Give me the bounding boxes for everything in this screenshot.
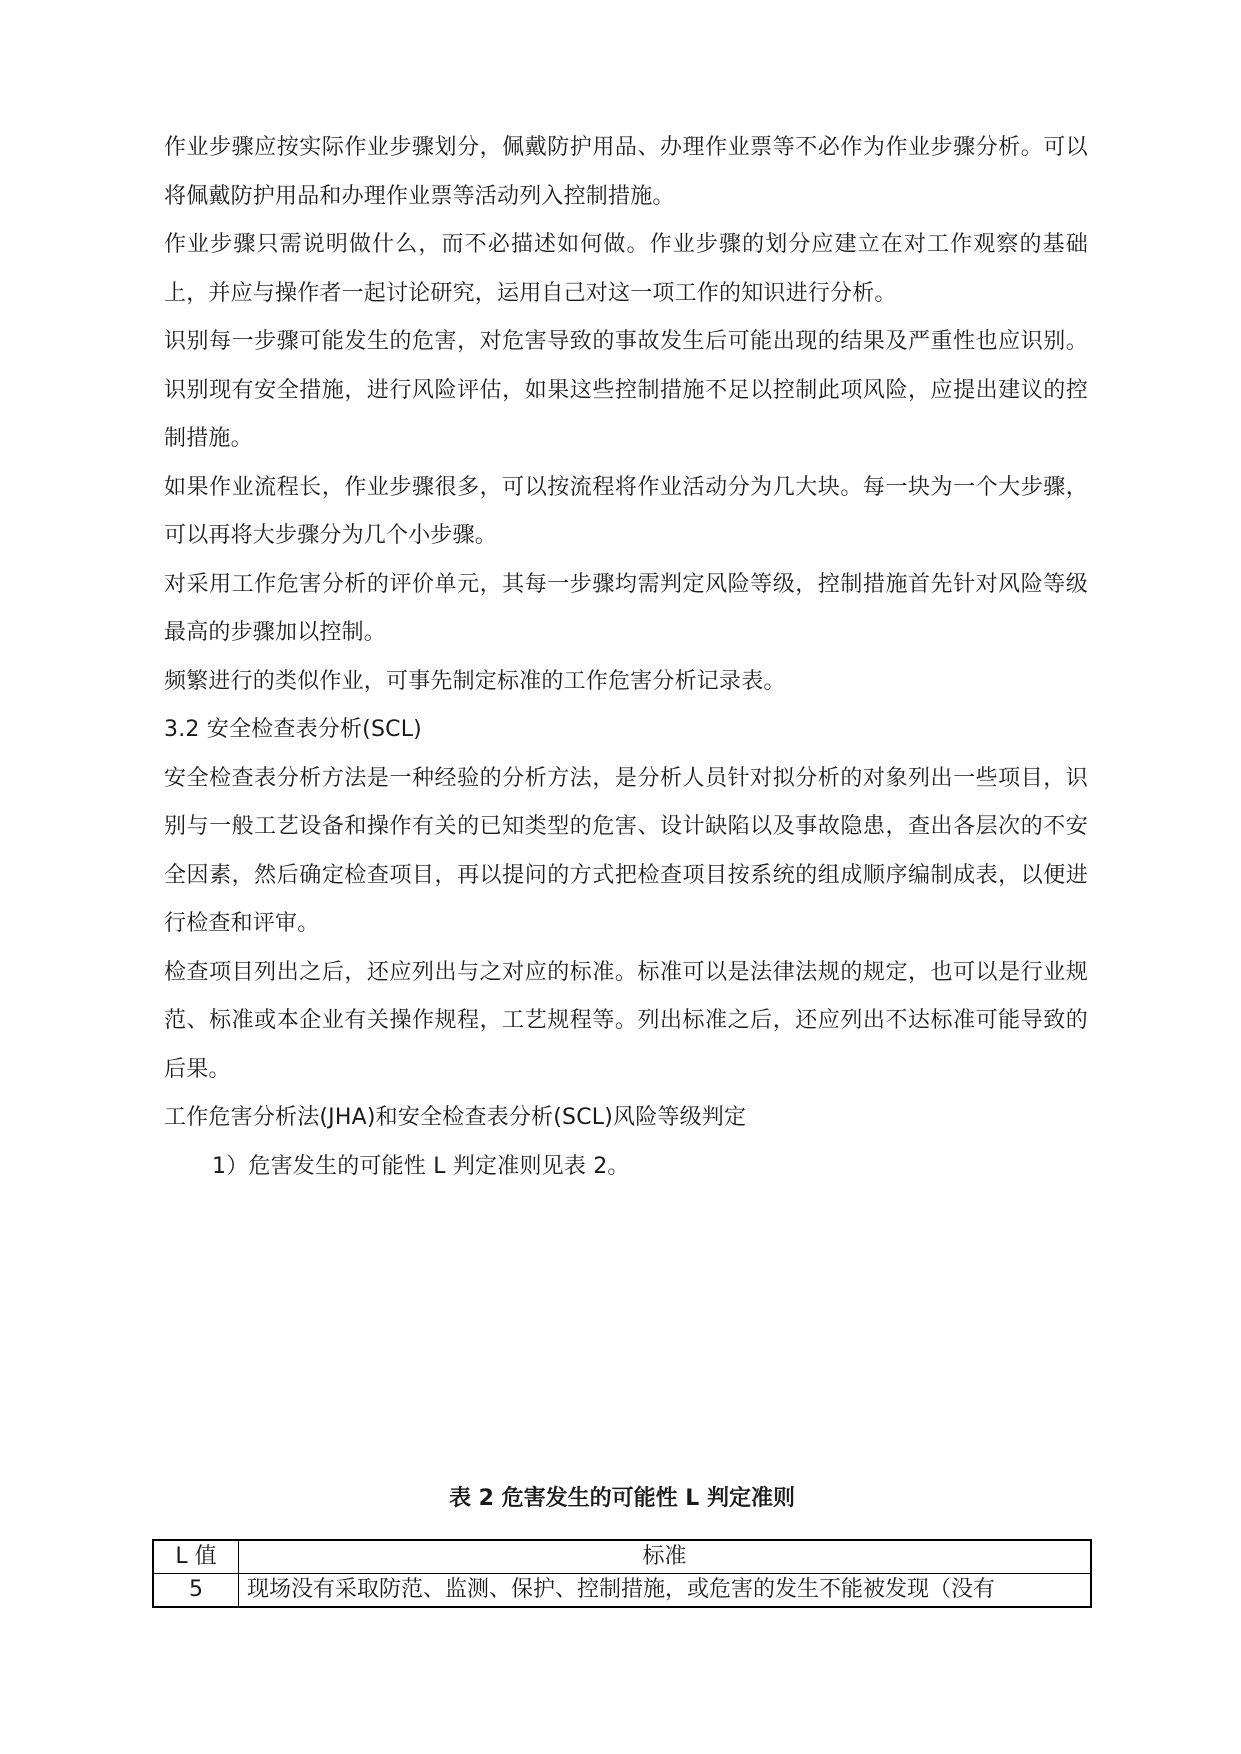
list-item-likelihood: 1）危害发生的可能性 L 判定准则见表 2。 bbox=[212, 1153, 630, 1179]
paragraph-scl-method: 安全检查表分析方法是一种经验的分析方法，是分析人员针对拟分析的对象列出一些项目，识别与一般工艺设备和操作有关的已知类型的危害、设计缺陷以及事故隐患，查出各层次的不安全因素，然后确定检查项目，再以提问的方式把检查项目按系统的组成顺序编制成表，以便进行检查和评审。 bbox=[164, 765, 1088, 936]
table-row bbox=[153, 1574, 1091, 1608]
column-header-standard: 标准 bbox=[239, 1540, 1092, 1574]
paragraph-risk-level-heading: 工作危害分析法(JHA)和安全检查表分析(SCL)风险等级判定 bbox=[164, 1105, 747, 1130]
paragraph-hazard-identification: 识别每一步骤可能发生的危害，对危害导致的事故发生后可能出现的结果及严重性也应识别。识别现有安全措施，进行风险评估，如果这些控制措施不足以控制此项风险，应提出建议的控制措施。 bbox=[164, 329, 1088, 451]
table-title: 表 2 危害发生的可能性 L 判定准则 bbox=[449, 1486, 795, 1511]
paragraph-frequent-work: 频繁进行的类似作业，可事先制定标准的工作危害分析记录表。 bbox=[164, 668, 786, 694]
paragraph-work-steps: 作业步骤应按实际作业步骤划分，佩戴防护用品、办理作业票等不必作为作业步骤分析。可以将佩戴防护用品和办理作业票等活动列入控制措施。 bbox=[164, 135, 1088, 209]
table-header-row bbox=[153, 1540, 1091, 1574]
cell-standard: 现场没有采取防范、监测、保护、控制措施，或危害的发生不能被发现（没有 bbox=[239, 1574, 1092, 1608]
column-header-l-value: L 值 bbox=[153, 1540, 239, 1574]
paragraph-long-process: 如果作业流程长，作业步骤很多，可以按流程将作业活动分为几大块。每一块为一个大步骤，可以再将大步骤分为几个小步骤。 bbox=[164, 474, 1088, 548]
section-heading-scl: 3.2 安全检查表分析(SCL) bbox=[164, 717, 422, 742]
paragraph-risk-grading: 对采用工作危害分析的评价单元，其每一步骤均需判定风险等级，控制措施首先针对风险等级最高的步骤加以控制。 bbox=[164, 571, 1088, 645]
paragraph-step-description: 作业步骤只需说明做什么，而不必描述如何做。作业步骤的划分应建立在对工作观察的基础上，并应与操作者一起讨论研究，运用自己对这一项工作的知识进行分析。 bbox=[164, 232, 1088, 306]
likelihood-criteria-table bbox=[152, 1539, 1092, 1608]
paragraph-check-standards: 检查项目列出之后，还应列出与之对应的标准。标准可以是法律法规的规定，也可以是行业规范、标准或本企业有关操作规程，工艺规程等。列出标准之后，还应列出不达标准可能导致的后果。 bbox=[164, 959, 1088, 1082]
body-text bbox=[164, 124, 1088, 1191]
cell-l-value: 5 bbox=[153, 1574, 239, 1608]
